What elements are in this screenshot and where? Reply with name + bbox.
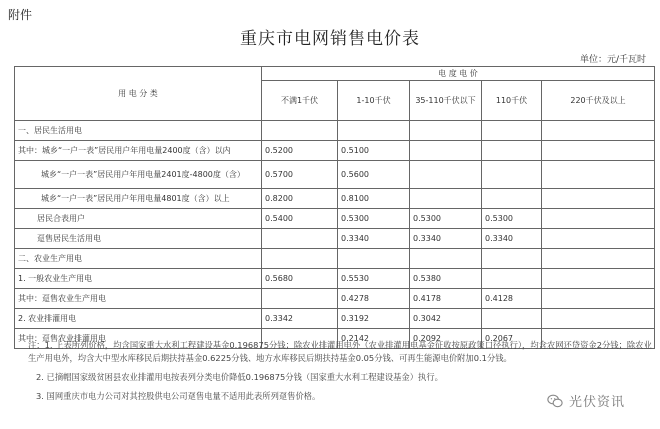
note-3: 3. 国网重庆市电力公司对其控股供电公司趸售电量不适用此表所列趸售价格。	[36, 391, 321, 401]
price-cell: 0.3342	[262, 309, 338, 329]
price-cell	[262, 121, 338, 141]
unit-label: 单位：元/千瓦时	[579, 55, 646, 65]
price-cell	[482, 309, 542, 329]
price-cell	[410, 141, 482, 161]
table-row	[15, 209, 655, 229]
price-cell: 0.5600	[338, 161, 410, 189]
price-cell	[482, 161, 542, 189]
price-cell	[262, 249, 338, 269]
price-cell	[338, 121, 410, 141]
price-cell	[262, 289, 338, 309]
row-label: 其中：趸售农业排灌用电	[15, 329, 262, 349]
table-row	[15, 269, 655, 289]
price-cell	[542, 249, 655, 269]
table-row	[15, 189, 655, 209]
table-row	[15, 141, 655, 161]
price-cell	[542, 289, 655, 309]
price-cell	[338, 249, 410, 269]
row-label: 其中：趸售农业生产用电	[15, 289, 262, 309]
price-cell	[542, 141, 655, 161]
price-cell	[542, 269, 655, 289]
price-cell	[410, 121, 482, 141]
price-cell	[542, 229, 655, 249]
col-header: 1-10千伏	[338, 81, 410, 121]
col-header: 35-110千伏以下	[410, 81, 482, 121]
wechat-icon	[546, 392, 564, 410]
price-cell	[482, 189, 542, 209]
price-cell	[542, 161, 655, 189]
price-cell: 0.8100	[338, 189, 410, 209]
row-label: 居民合表用户	[15, 209, 262, 229]
price-table	[14, 66, 655, 349]
note-2: 2. 已摘帽国家级贫困县农业排灌用电按表列分类电价降低0.196875分钱（国家重大水利工程建设基金）执行。	[36, 372, 443, 382]
watermark	[546, 391, 625, 410]
table-row	[15, 229, 655, 249]
price-cell	[542, 189, 655, 209]
price-cell: 0.3042	[410, 309, 482, 329]
price-cell: 0.5100	[338, 141, 410, 161]
price-cell: 0.5700	[262, 161, 338, 189]
price-cell	[482, 249, 542, 269]
price-cell: 0.4278	[338, 289, 410, 309]
table-row	[15, 249, 655, 269]
price-cell	[410, 161, 482, 189]
table-row	[15, 289, 655, 309]
price-cell: 0.3340	[482, 229, 542, 249]
price-cell: 0.2092	[410, 329, 482, 349]
price-cell	[410, 189, 482, 209]
row-label: 2. 农业排灌用电	[15, 309, 262, 329]
price-cell	[542, 209, 655, 229]
price-cell: 0.3192	[338, 309, 410, 329]
price-cell: 0.5530	[338, 269, 410, 289]
table-row	[15, 161, 655, 189]
price-cell: 0.3340	[338, 229, 410, 249]
price-cell: 0.5400	[262, 209, 338, 229]
row-label: 一、居民生活用电	[15, 121, 262, 141]
price-cell: 0.5300	[338, 209, 410, 229]
col-header: 220千伏及以上	[542, 81, 655, 121]
table-row	[15, 121, 655, 141]
price-cell	[482, 121, 542, 141]
price-cell: 0.2142	[338, 329, 410, 349]
price-cell	[542, 121, 655, 141]
price-cell: 0.3340	[410, 229, 482, 249]
page-title: 重庆市电网销售电价表	[240, 29, 420, 49]
price-cell: 0.5300	[410, 209, 482, 229]
price-cell	[482, 269, 542, 289]
price-cell	[542, 309, 655, 329]
price-cell	[410, 249, 482, 269]
price-cell	[262, 229, 338, 249]
watermark-text: 光伏资讯	[569, 395, 626, 410]
row-label: 城乡“一户一表”居民用户年用电量4801度（含）以上	[15, 189, 262, 209]
price-cell: 0.5680	[262, 269, 338, 289]
row-label: 二、农业生产用电	[15, 249, 262, 269]
row-label: 城乡“一户一表”居民用户年用电量2401度-4800度（含）	[15, 161, 262, 189]
row-label: 趸售居民生活用电	[15, 229, 262, 249]
price-cell: 0.5300	[482, 209, 542, 229]
price-cell: 0.2067	[482, 329, 542, 349]
price-cell	[482, 141, 542, 161]
col-header: 不满1千伏	[262, 81, 338, 121]
row-label: 其中：城乡“一户一表”居民用户年用电量2400度（含）以内	[15, 141, 262, 161]
table-row	[15, 309, 655, 329]
row-label: 1. 一般农业生产用电	[15, 269, 262, 289]
price-cell: 0.5200	[262, 141, 338, 161]
price-cell: 0.4178	[410, 289, 482, 309]
attachment-label: 附件	[8, 8, 33, 22]
note-1: 注：1. 上表所列价格，均含国家重大水利工程建设基金0.196875分钱；除农业排灌用电外（农业排灌用电基金征收按原政策口径执行），均含农网还贷资金2分钱；除农业生产用电外，均含大中型水库移民后期扶持基金0.6225分钱、地方水库移民后期扶持基金0.05分钱、可再生能源电价附加0.1分钱。	[28, 340, 652, 363]
price-header: 电 度 电 价	[262, 67, 655, 81]
col-header: 110千伏	[482, 81, 542, 121]
category-header: 用 电 分 类	[15, 67, 262, 121]
price-cell: 0.5380	[410, 269, 482, 289]
price-cell: 0.4128	[482, 289, 542, 309]
price-cell: 0.8200	[262, 189, 338, 209]
